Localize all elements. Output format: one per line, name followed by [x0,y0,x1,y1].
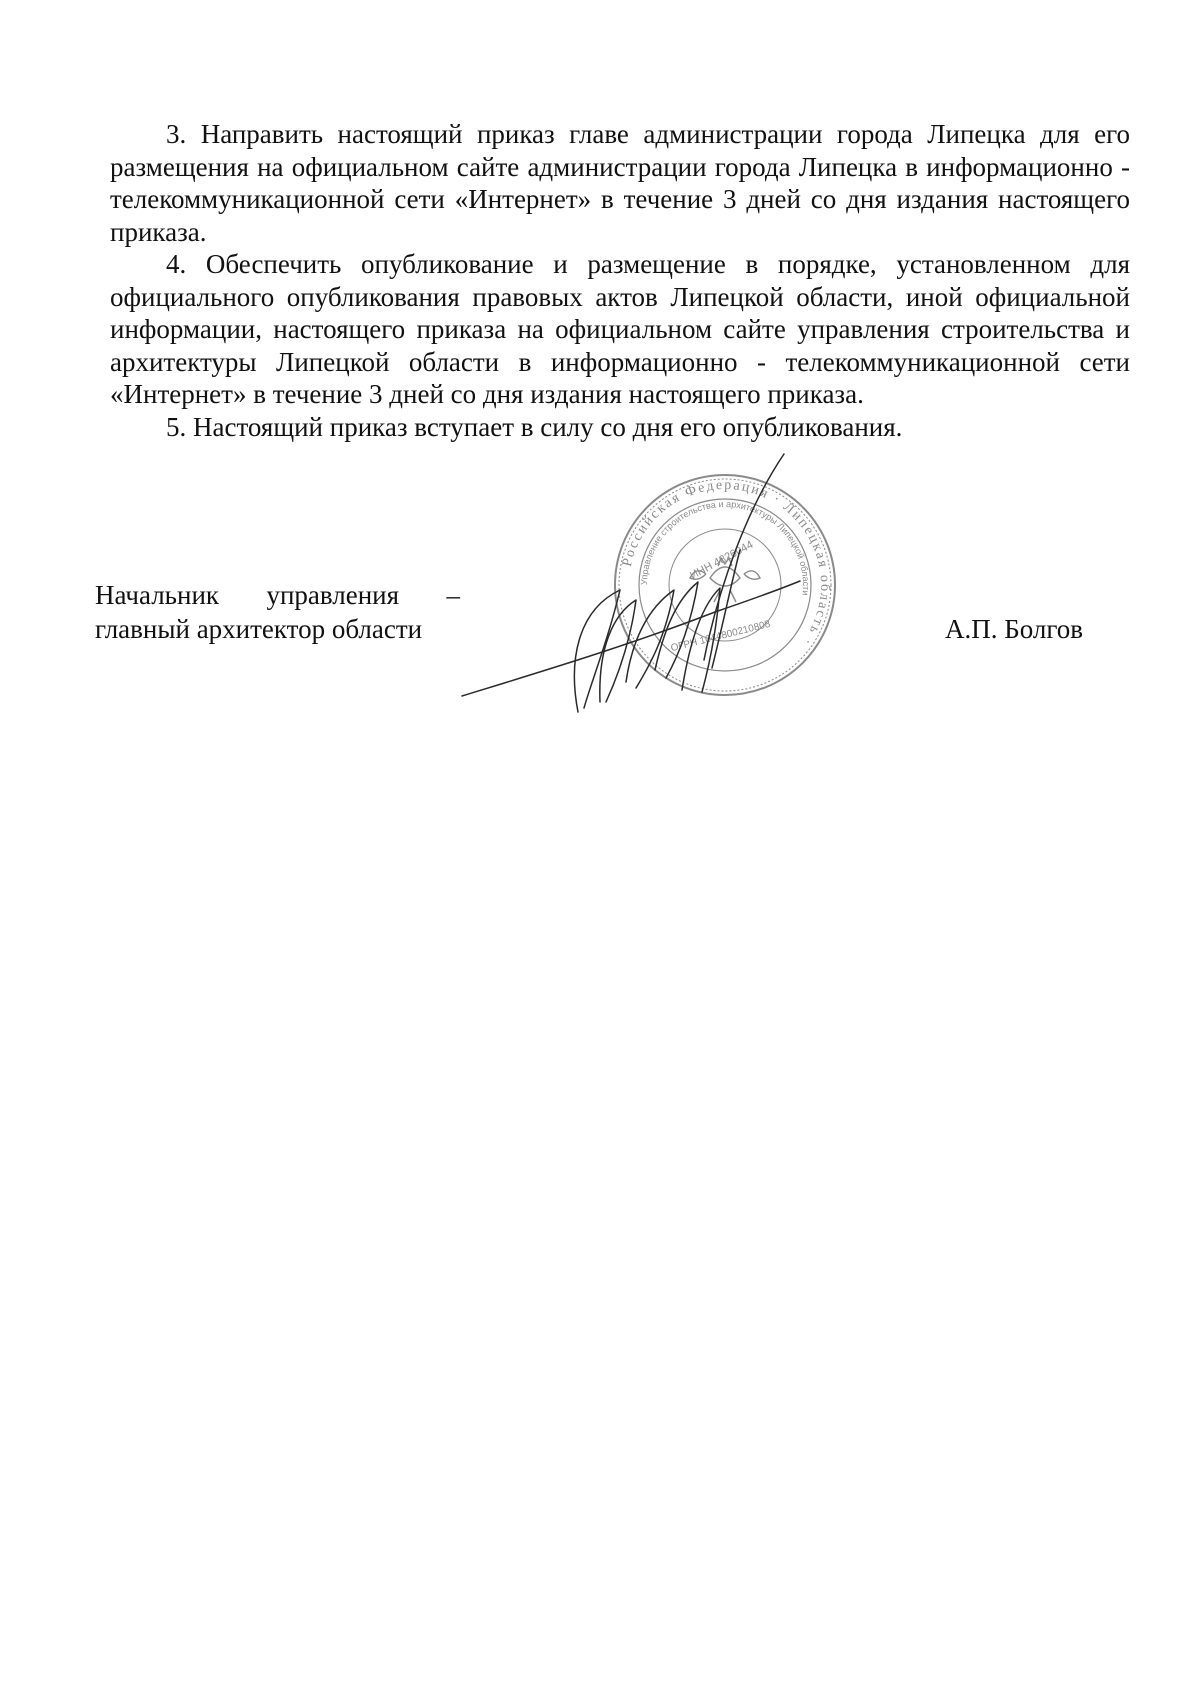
position-word-1: Начальник [95,580,220,610]
signatory-name: А.П. Болгов [945,614,1084,644]
position-line-2: главный архитектор области [95,614,423,644]
position-word-2: управления [266,580,400,610]
paragraph-3: 3. Направить настоящий приказ главе администрации города Липецка для его размещения на официальном сайте администрации города Липецка в информационно - телекоммуникационной сети «Интернет» в течение 3 дней со дня издания настоящего приказа. [110,119,1130,247]
seal-inn: ИНН 4826044 [688,538,756,583]
position-dash: – [446,580,460,610]
seal-outer-text: Российская Федерация · Липецкая область · [619,477,833,650]
seal-ogrn: ОГРН 1044800210808 [669,618,772,655]
position-line-1 [95,578,460,612]
handwritten-signature [450,440,850,760]
signature-block [0,0,1200,800]
paragraph-4: 4. Обеспечить опубликование и размещение в порядке, установленном для официального опубликования правовых актов Липецкой области, иной официальной информации, настоящего приказа на официальном сайте управления строительства и архитектуры Липецкой области в информационно - телекоммуникационной сети «Интернет» в течение 3 дней со дня издания настоящего приказа. [110,249,1130,409]
seal-inner-text: Управление строительства и архитектуры Липецкой области [638,498,812,596]
signatory-position [95,578,460,646]
paragraph-5: 5. Настоящий приказ вступает в силу со дня его опубликования. [166,411,903,442]
